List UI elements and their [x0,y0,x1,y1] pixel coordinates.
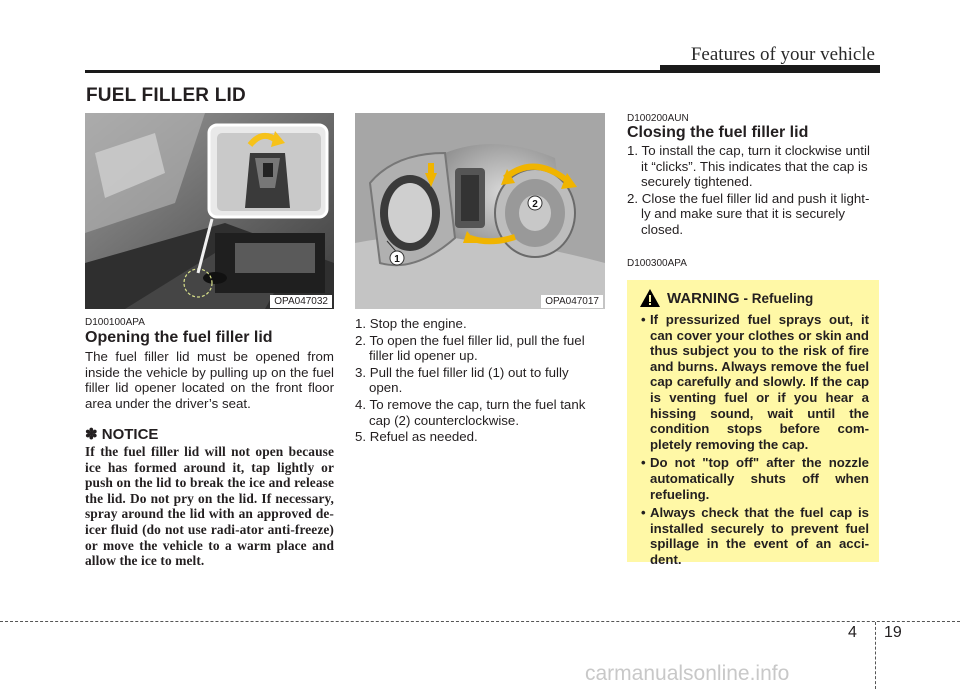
watermark: carmanualsonline.info [585,662,790,685]
section-code: D100200AUN [627,113,689,124]
list-item: 4. To remove the cap, turn the fuel tank cap (2) counterclockwise. [355,396,586,428]
callout-1: 1 [394,254,400,265]
section-code: D100300APA [627,258,687,269]
list-item: 3. Pull the fuel filler lid (1) out to fully open. [355,364,569,396]
list-item: 1. To install the cap, turn it clockwise until it “clicks”. This indicates that the cap is securely tightened. [627,143,870,190]
section-code: D100100APA [85,317,145,328]
callout-2: 2 [532,199,538,210]
image-label: OPA047017 [541,295,603,308]
opening-paragraph: The fuel filler lid must be opened from inside the vehicle by pulling up on the fuel filler lid opener located on the front floor area under the driver’s seat. [85,349,334,411]
notice-heading [85,425,158,443]
list-item: • Do not "top off" after the nozzle automatically shuts off when refueling. [637,455,869,502]
warning-subtitle: - Refueling [743,290,814,306]
image-label: OPA047032 [270,295,332,308]
footer-rule [0,621,960,622]
warning-triangle-icon [639,288,661,308]
closing-heading: Closing the fuel filler lid [627,124,809,141]
opening-heading: Opening the fuel filler lid [85,329,273,346]
fuel-filler-door-image [355,113,605,309]
warning-box [627,280,879,567]
notice-paragraph: If the fuel filler lid will not open because ice has formed around it, tap lightly or push on the lid to break the ice and release the lid. Do not pry on the lid. If necessary, spray around the lid with an approved de-icer fluid (do not use radi-ator anti-freeze) or move the vehicle to a warm place and allow the ice to melt. [85,444,334,569]
list-item: 1. Stop the engine. [355,316,467,331]
header-rule-thick [660,65,880,73]
opening-steps [355,316,605,446]
running-header: Features of your vehicle [690,44,875,65]
list-item: 5. Refuel as needed. [355,429,478,445]
fuel-lid-opener-image [85,113,334,309]
footer-divider [875,622,876,689]
closing-steps [627,143,879,239]
page-number: 19 [884,624,902,641]
warning-heading [639,288,813,308]
list-item: • Always check that the fuel cap is installed securely to prevent fuel spillage in the event of an acci-dent. [637,505,869,567]
notice-label: NOTICE [101,426,159,443]
list-item: 2. Close the fuel filler lid and push it light-ly and make sure that it is securely closed. [627,190,870,237]
warning-title: WARNING [667,289,740,307]
list-item: 2. To open the fuel filler lid, pull the fuel filler lid opener up. [355,332,585,364]
section-title: FUEL FILLER LID [86,85,246,106]
warning-list [637,312,869,571]
list-item: • If pressurized fuel sprays out, it can cover your clothes or skin and thus subject you to the risk of fire and burns. Always remove the fuel cap carefully and slowly. If the cap is venting fuel or if you hear a hissing sound, wait until the condition stops before com-pletely removing the cap. [637,312,869,452]
notice-icon: ✽ [85,426,98,443]
chapter-number: 4 [848,624,857,641]
